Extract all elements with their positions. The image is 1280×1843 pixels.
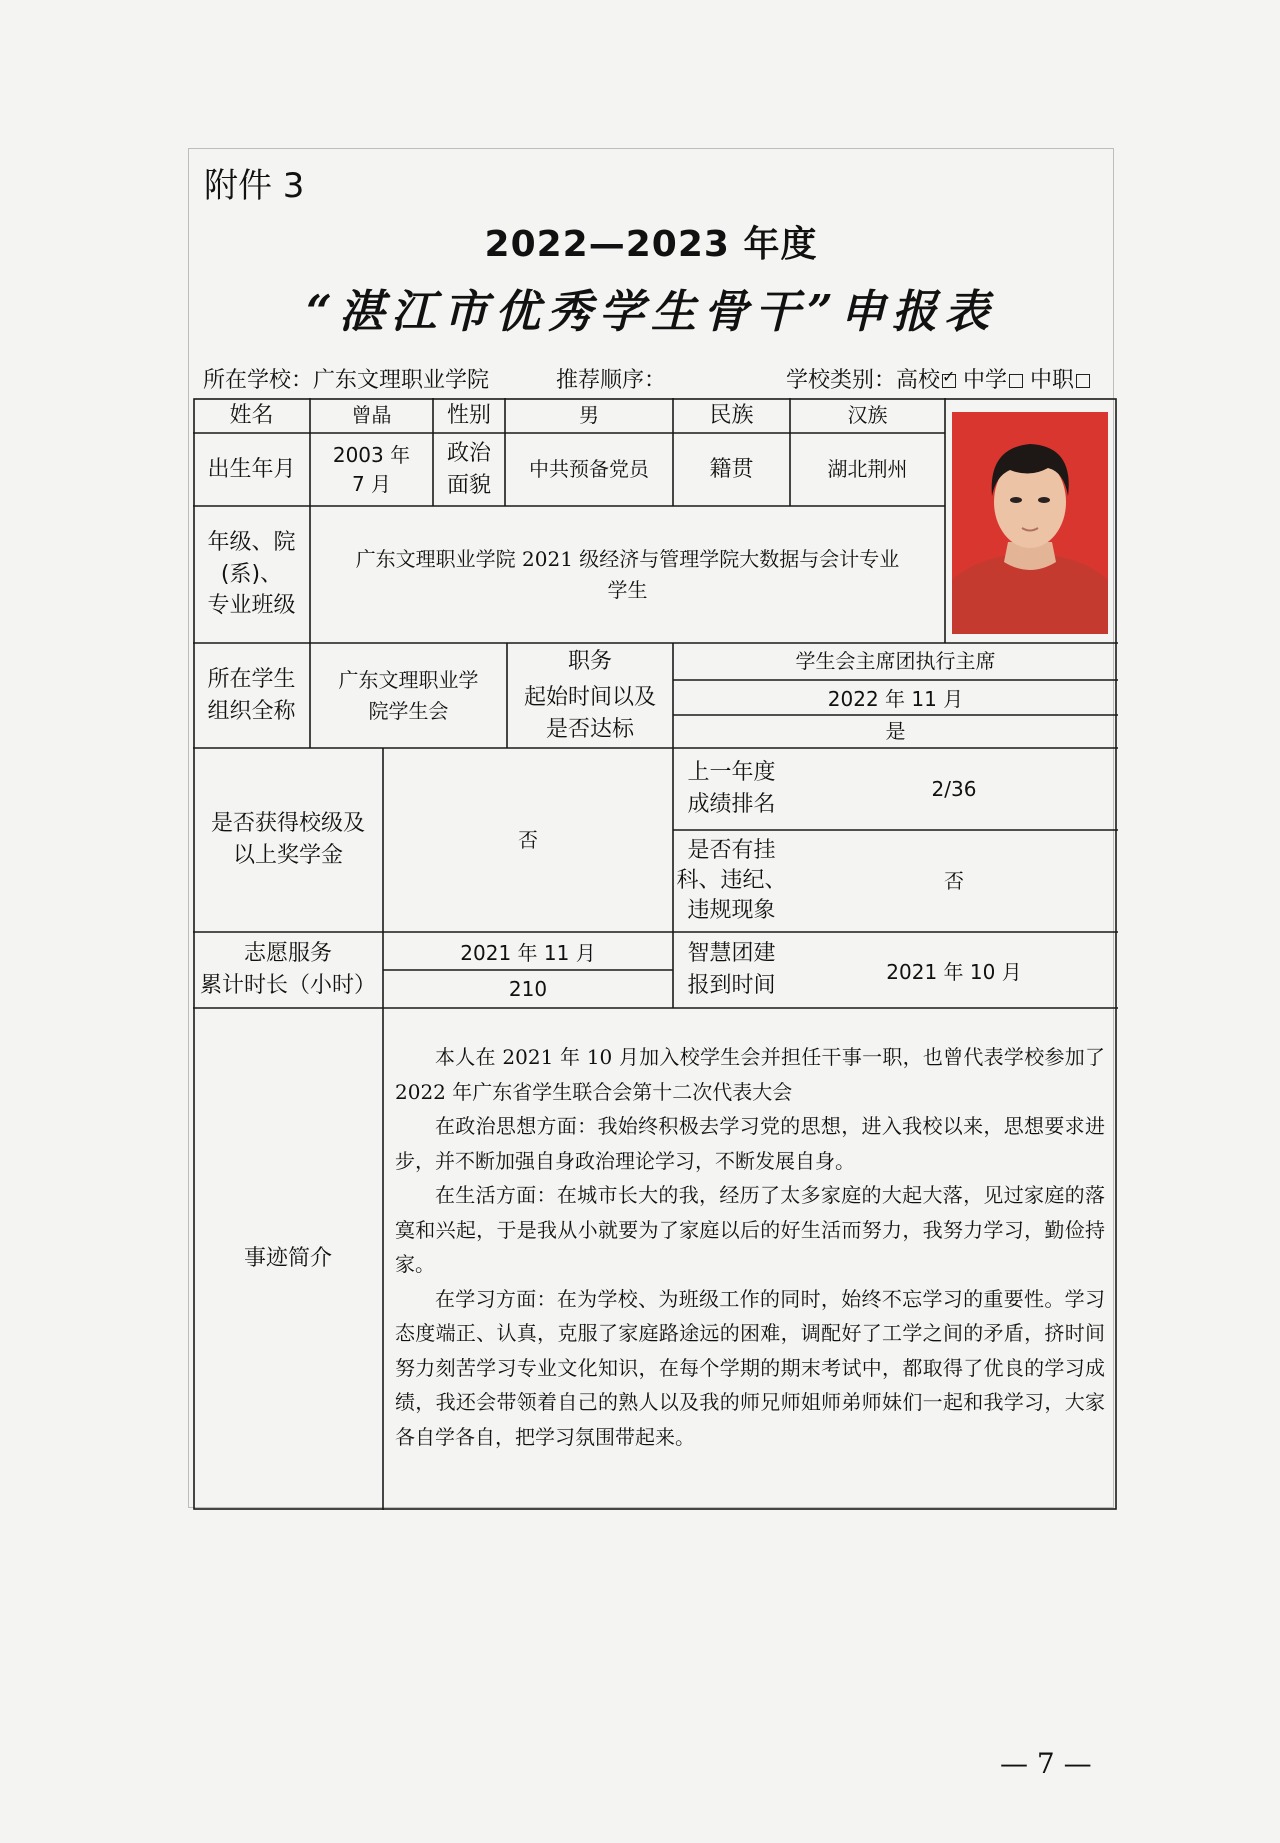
standard-value: 是	[885, 719, 906, 743]
type-option-college: 高校	[896, 368, 941, 393]
gender-label: 性别	[446, 402, 491, 428]
school-label: 所在学校：	[203, 368, 314, 393]
start-time-label: 起始时间以及 是否达标	[523, 685, 656, 742]
class-value: 广东文理职业学院 2021 级经济与管理学院大数据与会计专业 学生	[355, 546, 900, 602]
birth-month: 7 月	[351, 471, 392, 496]
political-label: 政治 面貌	[446, 440, 491, 498]
applicant-photo	[952, 412, 1108, 634]
smart-league-label: 智慧团建 报到时间	[687, 941, 776, 998]
school-type-label: 学校类别：	[786, 368, 897, 393]
birth-year: 2003 年	[332, 442, 411, 467]
scholarship-label: 是否获得校级及 以上奖学金	[210, 811, 365, 868]
origin-value: 湖北荆州	[827, 457, 908, 481]
deeds-summary	[395, 1040, 1105, 1454]
volunteer-label: 志愿服务 累计时长（小时）	[199, 941, 376, 998]
start-time-value: 2022 年 11 月	[827, 687, 964, 711]
form-title: “湛江市优秀学生骨干”申报表	[306, 285, 996, 338]
scholarship-value: 否	[518, 827, 538, 852]
name-label: 姓名	[229, 402, 274, 428]
form-year-title: 2022—2023 年度	[484, 224, 818, 265]
story-paragraph-4: 在学习方面：在为学校、为班级工作的同时，始终不忘学习的重要性。学习态度端正、认真，克服了家庭路途远的困难，调配好了工学之间的矛盾，挤时间努力刻苦学习专业文化知识，在每个学期的期末考试中，都取得了优良的学习成绩，我还会带领着自己的熟人以及我的师兄师姐师弟师妹们一起和我学习，大家各自学各自，把学习氛围带起来。	[395, 1286, 1105, 1449]
ethnicity-label: 民族	[709, 402, 754, 428]
middle-school-checkbox[interactable]	[1009, 374, 1023, 388]
attachment-label: 附件 3	[204, 166, 305, 206]
college-checkbox[interactable]	[942, 374, 956, 388]
type-option-vocational: 中职	[1030, 368, 1075, 393]
org-value: 广东文理职业学 院学生会	[338, 667, 479, 723]
name-value: 曾晶	[351, 403, 392, 427]
position-value: 学生会主席团执行主席	[795, 649, 996, 673]
order-label: 推荐顺序：	[556, 368, 667, 393]
smart-league-value: 2021 年 10 月	[886, 959, 1022, 984]
class-label: 年级、院 (系)、 专业班级	[207, 529, 296, 619]
position-label: 职务	[567, 648, 612, 674]
volunteer-hours-value: 210	[508, 977, 548, 1001]
page-number: — 7 —	[1000, 1747, 1092, 1780]
birth-value	[310, 433, 433, 506]
story-paragraph-2: 在政治思想方面：我始终积极去学习党的思想，进入我校以来，思想要求进步，并不断加强自身政治理论学习，不断发展自身。	[395, 1114, 1105, 1173]
origin-label: 籍贯	[709, 456, 754, 482]
violation-value: 否	[944, 868, 964, 893]
org-label: 所在学生 组织全称	[207, 666, 296, 724]
violation-label: 是否有挂 科、违纪、 违规现象	[676, 838, 787, 923]
story-paragraph-3: 在生活方面：在城市长大的我，经历了太多家庭的大起大落，见过家庭的落寞和兴起，于是我从小就要为了家庭以后的好生活而努力，我努力学习，勤俭持家。	[395, 1183, 1105, 1276]
rank-value: 2/36	[931, 777, 977, 801]
school-value: 广东文理职业学院	[313, 368, 490, 393]
political-value: 中共预备党员	[529, 457, 649, 481]
type-option-middle: 中学	[963, 368, 1008, 393]
ethnicity-value: 汉族	[847, 403, 888, 427]
gender-value: 男	[579, 403, 599, 427]
school-type-field	[786, 363, 1090, 394]
story-label: 事迹简介	[243, 1246, 332, 1272]
portrait-image	[952, 412, 1108, 634]
rank-label: 上一年度 成绩排名	[687, 760, 776, 817]
story-paragraph-1: 本人在 2021 年 10 月加入校学生会并担任干事一职，也曾代表学校参加了 2022 年广东省学生联合会第十二次代表大会	[395, 1045, 1105, 1104]
volunteer-start-value: 2021 年 11 月	[460, 940, 596, 965]
birth-label: 出生年月	[207, 456, 296, 482]
vocational-checkbox[interactable]	[1076, 374, 1090, 388]
school-field	[203, 363, 489, 394]
